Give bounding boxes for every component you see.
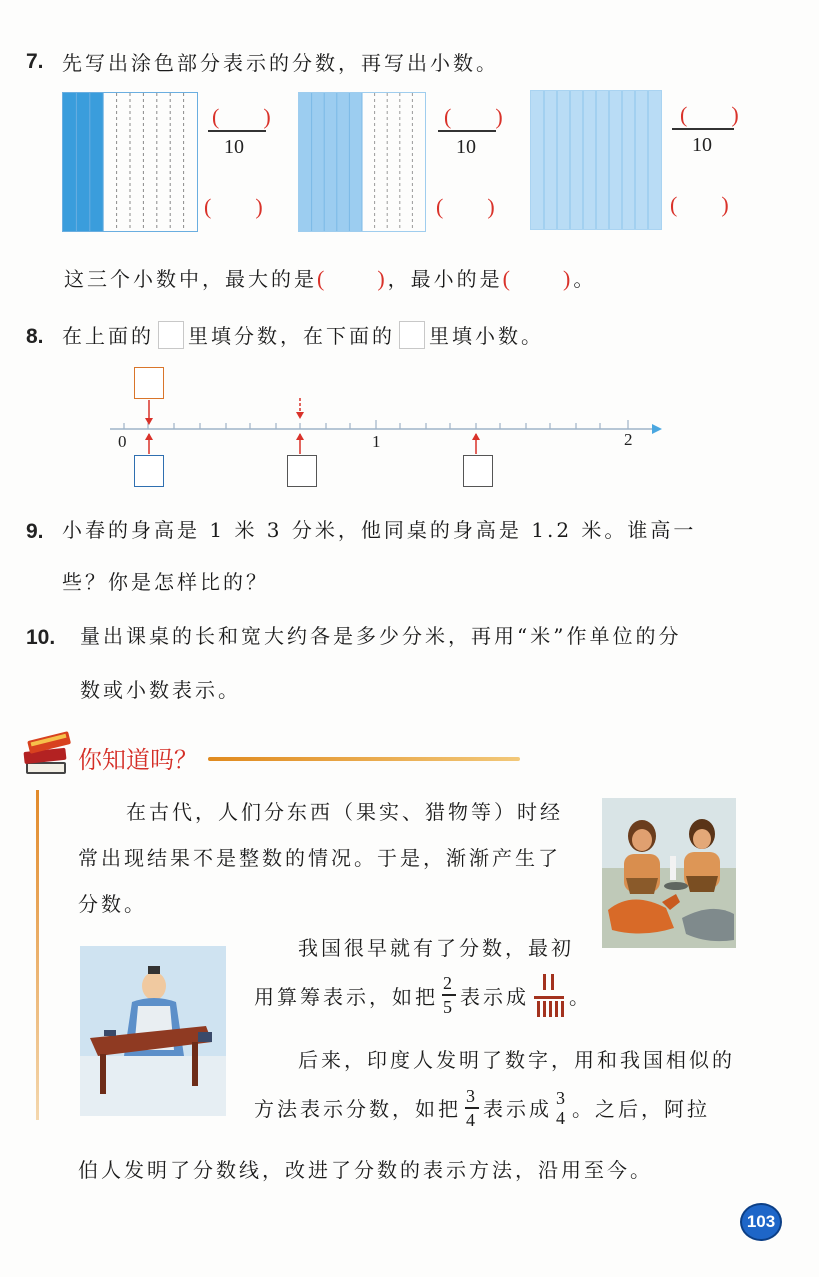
- know-p1-line-1: 在古代，人们分东西（果实、猎物等）时经: [126, 800, 563, 824]
- page-number: 103: [740, 1203, 782, 1241]
- q8-prompt: [62, 320, 544, 349]
- q7-fraction-3-blank[interactable]: ( ): [680, 102, 739, 127]
- q10-number: 10.: [26, 626, 56, 649]
- fraction-two-fifths-denominator: 5: [443, 996, 455, 1017]
- q7-smallest-blank[interactable]: ( ): [502, 266, 574, 291]
- know-p3-text-1: 方法表示分数，如把: [254, 1097, 461, 1122]
- know-p3-line-2: [254, 1086, 710, 1130]
- q8-prompt-text-1: 在上面的: [62, 324, 154, 348]
- know-p2-text-1: 用算筹表示，如把: [254, 984, 438, 1009]
- q8-prompt-text-2: 里填分数，在下面的: [188, 324, 395, 348]
- q8-prompt-box-bottom: [399, 321, 425, 349]
- know-p3-text-3: 。之后，阿拉: [572, 1097, 710, 1122]
- q8-axis-arrow: [652, 424, 662, 434]
- know-p3-line-1: 后来，印度人发明了数字，用和我国相似的: [298, 1048, 735, 1072]
- q8-decimal-box-3[interactable]: [463, 455, 493, 487]
- know-p2-text-2: 表示成: [460, 984, 529, 1009]
- know-p1-line-3: 分数。: [78, 892, 147, 916]
- q7-followup-text-2: ，最小的是: [387, 267, 503, 291]
- know-p1-line-2: 常出现结果不是整数的情况。于是，渐渐产生了: [78, 846, 561, 870]
- q8-number: 8.: [26, 325, 44, 348]
- q7-prompt: 先写出涂色部分表示的分数，再写出小数。: [62, 51, 499, 75]
- q9-line-2: 些？你是怎样比的？: [62, 570, 269, 594]
- q7-largest-blank[interactable]: ( ): [317, 266, 388, 291]
- q7-number: 7.: [26, 50, 44, 73]
- q7-fraction-2-denominator: 10: [456, 136, 476, 158]
- q9-number: 9.: [26, 520, 44, 543]
- fraction-two-fifths: [442, 973, 456, 1017]
- q7-fraction-1-denominator: 10: [224, 136, 244, 158]
- q8-ticks: [124, 420, 628, 429]
- q10-line-2: 数或小数表示。: [80, 678, 241, 702]
- know-p2-text-3: 。: [569, 984, 592, 1009]
- q7-decimal-1-blank[interactable]: ( ): [204, 194, 263, 219]
- q7-fraction-1-blank[interactable]: ( ): [212, 104, 271, 129]
- know-title: 你知道吗？: [78, 746, 198, 774]
- fraction-three-quarters-numerator: 3: [466, 1086, 478, 1106]
- fraction-three-quarters-denominator: 4: [466, 1109, 478, 1130]
- q10-line-1: 量出课桌的长和宽大约各是多少分米，再用“米”作单位的分: [80, 624, 682, 648]
- q7-grid-1: [62, 92, 198, 232]
- q8-label-0: 0: [118, 432, 127, 451]
- know-p2-line-2: [254, 972, 592, 1018]
- q7-followup: [64, 262, 596, 293]
- q8-label-2: 2: [624, 430, 633, 449]
- fraction-two-fifths-numerator: 2: [443, 973, 455, 994]
- q7-fraction-3-denominator: 10: [692, 134, 712, 156]
- know-p2-line-1: 我国很早就有了分数，最初: [298, 936, 574, 960]
- q8-prompt-text-3: 里填小数。: [429, 324, 544, 348]
- books-icon: [22, 728, 76, 780]
- counting-rods-icon: [531, 972, 567, 1018]
- know-title-rule: [208, 757, 520, 761]
- q7-grid-2: [298, 92, 426, 232]
- ancient-hunters-illustration: [602, 798, 736, 948]
- q7-decimal-2-blank[interactable]: ( ): [436, 194, 495, 219]
- q7-fraction-3-line: [672, 128, 734, 130]
- fraction-three-quarters: [465, 1086, 479, 1130]
- q7-followup-text-1: 这三个小数中，最大的是: [64, 267, 317, 291]
- q8-decimal-box-2[interactable]: [287, 455, 317, 487]
- q8-label-1: 1: [372, 432, 381, 451]
- indian-fraction-bottom: 4: [556, 1107, 568, 1128]
- q9-line-1: 小春的身高是 1 米 3 分米，他同桌的身高是 1.2 米。谁高一: [62, 518, 697, 542]
- indian-fraction-top: 3: [556, 1087, 568, 1108]
- q8-number-line: [100, 360, 670, 490]
- q8-prompt-box-top: [158, 321, 184, 349]
- know-p3-text-2: 表示成: [483, 1097, 552, 1122]
- know-p3-line-3: 伯人发明了分数线，改进了分数的表示方法，沿用至今。: [78, 1158, 653, 1182]
- scholar-illustration: [80, 946, 226, 1116]
- q7-followup-text-3: 。: [573, 267, 597, 291]
- indian-fraction-notation: [556, 1088, 568, 1128]
- q8-fraction-box[interactable]: [134, 367, 164, 399]
- q7-fraction-2-line: [438, 130, 496, 132]
- q7-fraction-1-line: [208, 130, 266, 132]
- q7-decimal-3-blank[interactable]: ( ): [670, 192, 729, 217]
- q7-fraction-2-blank[interactable]: ( ): [444, 104, 503, 129]
- q8-decimal-box-1[interactable]: [134, 455, 164, 487]
- know-side-rule: [36, 790, 39, 1120]
- q7-grid-3: [530, 90, 662, 230]
